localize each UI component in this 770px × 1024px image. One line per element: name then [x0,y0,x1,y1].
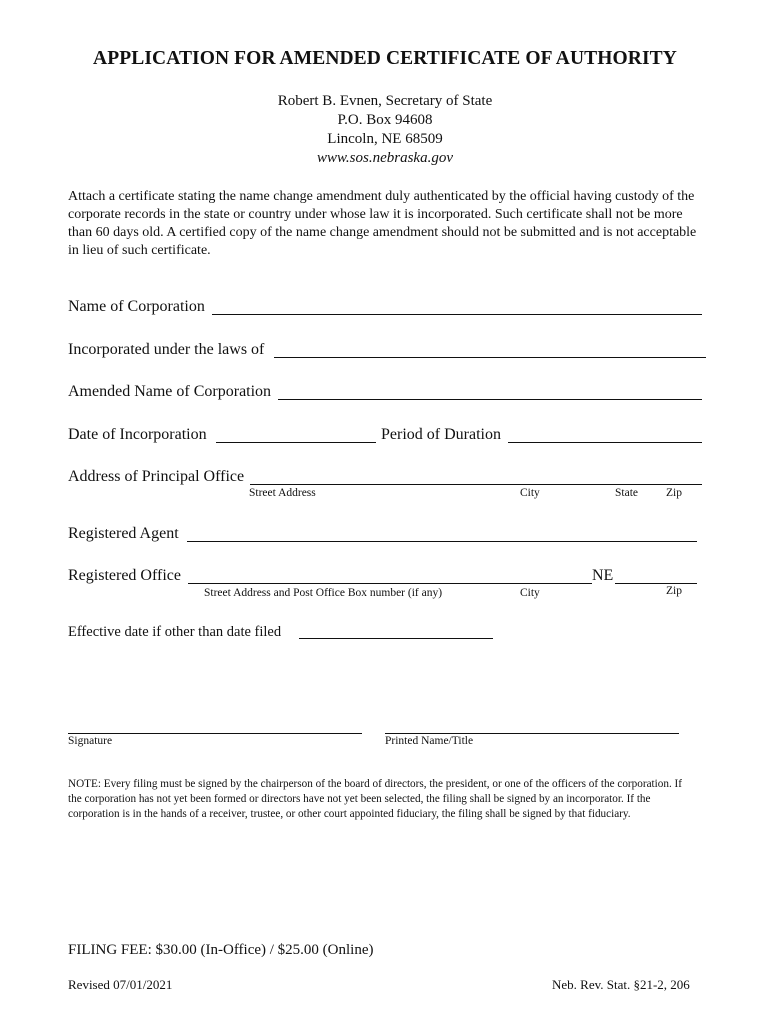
registered-office-zip-field[interactable] [615,583,697,584]
registered-zip-caption: Zip [666,585,682,597]
amended-name-field[interactable] [278,399,702,400]
po-box-line: P.O. Box 94608 [337,112,433,128]
registered-agent-field[interactable] [187,541,697,542]
principal-office-label: Address of Principal Office [68,468,245,485]
incorporated-under-label: Incorporated under the laws of [68,341,265,358]
principal-zip-caption: Zip [666,487,682,499]
date-of-incorporation-field[interactable] [216,442,376,443]
registered-office-label: Registered Office [68,567,181,584]
registered-street-caption: Street Address and Post Office Box number (if any) [204,587,443,599]
signature-field[interactable] [68,733,362,734]
principal-street-caption: Street Address [249,487,316,499]
period-of-duration-field[interactable] [508,442,702,443]
name-of-corporation-field[interactable] [212,314,702,315]
secretary-of-state-line: Robert B. Evnen, Secretary of State [277,93,493,109]
registered-agent-label: Registered Agent [68,525,179,542]
printed-name-field[interactable] [385,733,679,734]
filing-fee: FILING FEE: $30.00 (In-Office) / $25.00 (Online) [68,942,374,958]
principal-office-field[interactable] [250,484,702,485]
registered-office-field[interactable] [188,583,592,584]
name-of-corporation-label: Name of Corporation [68,298,205,315]
note-paragraph: NOTE: Every filing must be signed by the chairperson of the board of directors, the president, or one of the officers of the corporation. If the corporation has not yet been formed or directors have not yet been selected, the filing shall be signed by an incorporator. If the corporation is in the hands of a receiver, trustee, or other court appointed fiduciary, the filing shall be signed by that fiduciary. [68,778,682,820]
printed-name-label: Printed Name/Title [385,735,474,747]
statute-reference: Neb. Rev. Stat. §21-2, 206 [552,977,690,992]
registered-office-state: NE [592,567,614,584]
registered-city-caption: City [520,587,540,599]
website-link[interactable]: www.sos.nebraska.gov [317,150,453,166]
principal-state-caption: State [615,487,638,499]
incorporated-under-field[interactable] [274,357,706,358]
effective-date-label: Effective date if other than date filed [68,624,282,640]
city-state-line: Lincoln, NE 68509 [327,131,443,147]
date-of-incorporation-label: Date of Incorporation [68,426,207,443]
form-title: APPLICATION FOR AMENDED CERTIFICATE OF AUTHORITY [93,48,677,69]
revised-date: Revised 07/01/2021 [68,977,173,992]
effective-date-field[interactable] [299,638,493,639]
signature-label: Signature [68,735,113,747]
period-of-duration-label: Period of Duration [381,426,501,443]
principal-city-caption: City [520,487,540,499]
amended-name-label: Amended Name of Corporation [68,383,272,400]
instructions-paragraph: Attach a certificate stating the name change amendment duly authenticated by the official having custody of the corporate records in the state or country under whose law it is incorporated. Such certificate shall not be more than 60 days old. A certified copy of the name change amendment should not be submitted and is not acceptable in lieu of such certificate. [68,189,697,258]
